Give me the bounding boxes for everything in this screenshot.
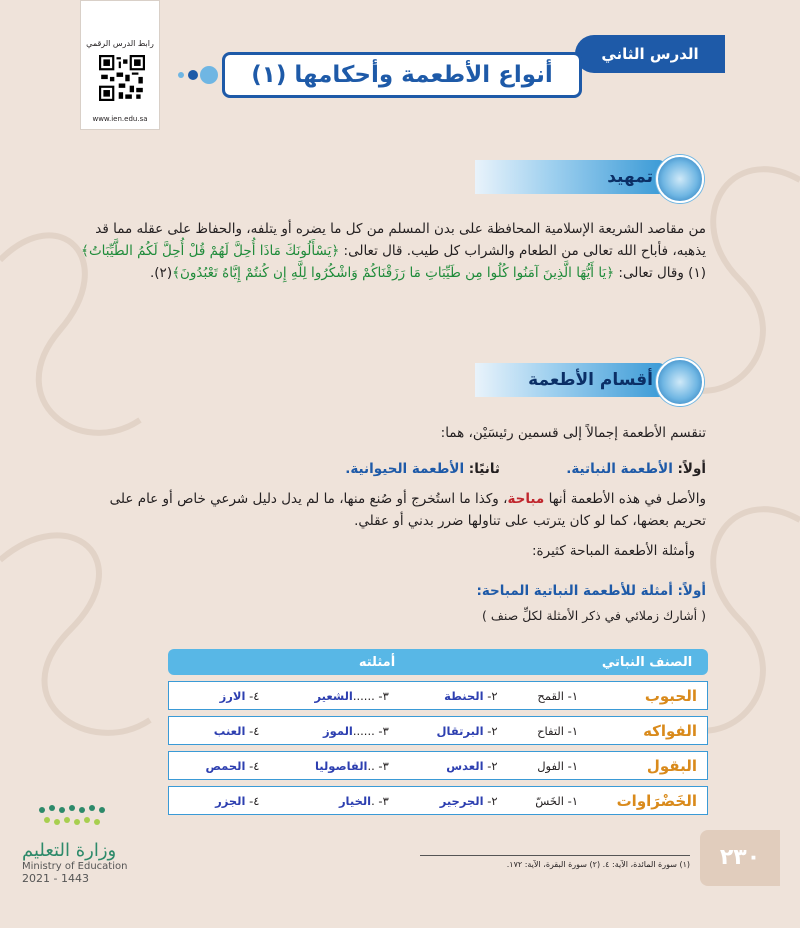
ministry-name-en: Ministry of Education <box>22 861 128 872</box>
qr-code-icon[interactable] <box>99 55 145 101</box>
divisions-heading-text: أقسام الأطعمة <box>528 370 653 390</box>
example-cell: ١- الفول <box>506 751 586 780</box>
intro-paragraph: من مقاصد الشريعة الإسلامية المحافظة على بدن المسلم من كل ما يضره أو يتلفه، والحفاظ على عقله مما قد يذهبه، فأباح الله تعالى من الطعام والشراب كل طيب. قال تعالى: ﴿يَسْأَلُونَكَ مَاذَا أُحِلَّ لَهُمْ قُلْ أُحِلَّ لَكُمُ الطَّيِّبَاتُ﴾(١) وقال تعالى: ﴿يَا أَيُّهَا الَّذِينَ آمَنُوا كُلُوا مِن طَيِّبَاتِ مَا رَزَقْنَاكُمْ وَاشْكُرُوا لِلَّهِ إِن كُنتُمْ إِيَّاهُ تَعْبُدُونَ﴾(٢). <box>81 221 706 281</box>
example-cell[interactable]: ٣- .الخيار <box>267 786 396 815</box>
section-heading-intro <box>475 160 665 194</box>
examples-heading: أولاً: أمثلة للأطعمة النباتية المباحة: <box>476 583 706 599</box>
example-cell[interactable]: ٢- العدس <box>397 751 506 780</box>
example-cell: ١- الخَسّ <box>506 786 586 815</box>
page-title: أنواع الأطعمة وأحكامها (١) <box>222 52 582 98</box>
category-cell: البقول <box>586 751 708 780</box>
example-cell[interactable]: ٤- الجزر <box>168 786 267 815</box>
division-second: ثانيًا: الأطعمة الحيوانية. <box>345 461 500 477</box>
divisions-paragraph: والأصل في هذه الأطعمة أنها مباحة، وكذا ما استُخرج أو صُنع منها، ما لم يدل دليل شرعي خاص أو عام على تحريم بعضها، كما لو كان يترتب على تناولها ضرر بدني أو عقلي. <box>109 491 706 529</box>
table-header-row <box>168 649 708 675</box>
qr-url[interactable]: www.ien.edu.sa <box>92 115 148 123</box>
highlight-mubaha: مباحة <box>507 491 545 507</box>
example-cell[interactable]: ٤- العنب <box>168 716 267 745</box>
category-cell: الحبوب <box>586 681 708 710</box>
page-number: ٢٣٠ <box>700 830 780 886</box>
ministry-logo <box>22 800 182 885</box>
ministry-logo-icon <box>22 800 132 836</box>
section-heading-divisions <box>475 363 665 397</box>
example-cell[interactable]: ٢- البرتقال <box>397 716 506 745</box>
category-cell: الفواكه <box>586 716 708 745</box>
intro-heading-text: تمهيد <box>607 167 653 187</box>
flower-icon <box>656 358 704 406</box>
example-cell: ١- التفاح <box>506 716 586 745</box>
example-cell[interactable]: ٤- الارز <box>168 681 267 710</box>
plant-foods-table <box>168 643 708 821</box>
footnotes: (١) سورة المائدة، الآية: ٤. (٢) سورة البقرة، الآية: ١٧٢. <box>420 855 690 869</box>
lesson-badge: الدرس الثاني <box>575 35 725 73</box>
example-cell[interactable]: ٢- الحنطة <box>397 681 506 710</box>
division-first: أولاً: الأطعمة النباتية. <box>566 461 706 477</box>
example-cell[interactable]: ٣- ......الشعير <box>267 681 396 710</box>
ministry-name-ar: وزارة التعليم <box>22 840 117 861</box>
column-header: الصنف النباتي <box>586 649 708 675</box>
table-row <box>168 751 708 780</box>
column-header: أمثلته <box>168 649 586 675</box>
table-row <box>168 681 708 710</box>
quran-verse: ﴿يَسْأَلُونَكَ مَاذَا أُحِلَّ لَهُمْ قُلْ أُحِلَّ لَكُمُ الطَّيِّبَاتُ﴾ <box>81 243 340 259</box>
divisions-intro: تنقسم الأطعمة إجمالاً إلى قسمين رئيسَيْن، هما: <box>440 425 706 441</box>
edition-year: 2021 - 1443 <box>22 872 89 885</box>
qr-card[interactable] <box>80 0 160 130</box>
table-row <box>168 716 708 745</box>
flower-icon <box>656 155 704 203</box>
title-ornament <box>165 50 225 100</box>
category-cell: الخَضْرَاوات <box>586 786 708 815</box>
examples-intro: وأمثلة الأطعمة المباحة كثيرة: <box>532 543 695 559</box>
example-cell[interactable]: ٣- ..الفاصوليا <box>267 751 396 780</box>
quran-verse: ﴿يَا أَيُّهَا الَّذِينَ آمَنُوا كُلُوا مِن طَيِّبَاتِ مَا رَزَقْنَاكُمْ وَاشْكُرُوا لِلَّهِ إِن كُنتُمْ إِيَّاهُ تَعْبُدُونَ﴾ <box>172 265 615 281</box>
example-cell: ١- القمح <box>506 681 586 710</box>
example-cell[interactable]: ٣- ......الموز <box>267 716 396 745</box>
examples-note: ( أشارك زملائي في ذكر الأمثلة لكلِّ صنف ) <box>482 608 706 623</box>
qr-title: رابط الدرس الرقمي <box>86 39 154 48</box>
example-cell[interactable]: ٤- الحمص <box>168 751 267 780</box>
example-cell[interactable]: ٢- الجرجير <box>397 786 506 815</box>
table-row <box>168 786 708 815</box>
